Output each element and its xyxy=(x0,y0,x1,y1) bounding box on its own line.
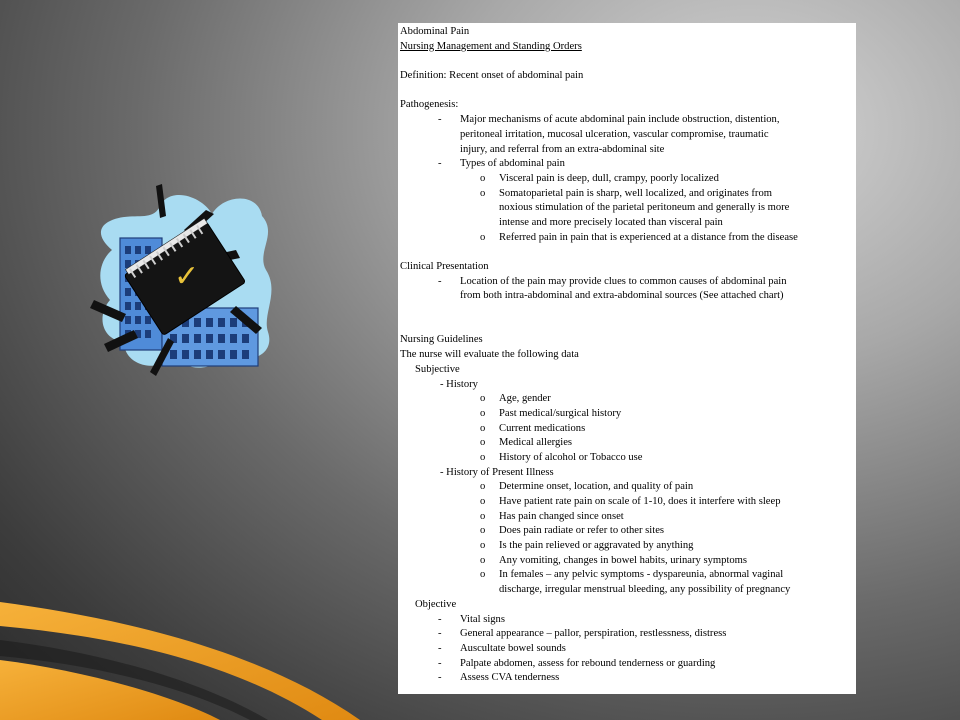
bullet-o: o xyxy=(480,407,486,419)
history-item: Age, gender xyxy=(499,393,551,405)
objective-item: Vital signs xyxy=(460,613,505,625)
objective-item: Palpate abdomen, assess for rebound tenderness or guarding xyxy=(460,657,716,669)
referred-pain-text: Referred pain in pain that is experienced at a distance from the disease xyxy=(499,231,798,243)
somatoparietal-line: intense and more precisely located than visceral pain xyxy=(499,216,723,228)
objective-item: Assess CVA tenderness xyxy=(460,672,560,684)
hpi-females-line: discharge, irregular menstrual bleeding, any possibility of pregnancy xyxy=(499,584,791,596)
hpi-item: Any vomiting, changes in bowel habits, urinary symptoms xyxy=(499,554,748,566)
objective-item: Auscultate bowel sounds xyxy=(460,642,566,654)
somatoparietal-line: noxious stimulation of the parietal peritoneum and generally is more xyxy=(499,202,790,214)
checkmark-icon: ✓ xyxy=(174,259,200,294)
hpi-item: Have patient rate pain on scale of 1-10, does it interfere with sleep xyxy=(499,496,781,508)
subjective-heading: Subjective xyxy=(415,363,460,375)
bullet-dash: - xyxy=(438,657,442,669)
bullet-o: o xyxy=(480,554,486,566)
definition-text: Definition: Recent onset of abdominal pain xyxy=(400,70,584,82)
objective-item: General appearance – pallor, perspiration, restlessness, distress xyxy=(460,628,727,640)
bullet-dash: - xyxy=(438,275,442,287)
bullet-dash: - xyxy=(438,628,442,640)
objective-heading: Objective xyxy=(415,598,457,610)
history-heading: - History xyxy=(440,378,478,390)
bullet-o: o xyxy=(480,525,486,537)
doc-title: Abdominal Pain xyxy=(400,26,470,37)
nursing-document xyxy=(398,23,856,694)
bullet-o: o xyxy=(480,510,486,522)
bullet-o: o xyxy=(480,496,486,508)
mechanisms-line: peritoneal irritation, mucosal ulceration, vascular compromise, traumatic xyxy=(460,128,769,140)
types-heading: Types of abdominal pain xyxy=(460,158,565,170)
bullet-dash: - xyxy=(438,158,442,170)
hpi-females-line: In females – any pelvic symptoms - dyspareunia, abnormal vaginal xyxy=(499,569,784,581)
bullet-o: o xyxy=(480,231,486,243)
somatoparietal-line: Somatoparietal pain is sharp, well localized, and originates from xyxy=(499,187,773,199)
notebook-building-clipart xyxy=(90,180,280,380)
history-item: Current medications xyxy=(499,422,586,434)
bullet-o: o xyxy=(480,451,486,463)
guidelines-intro: The nurse will evaluate the following data xyxy=(400,349,579,361)
pathogenesis-heading: Pathogenesis: xyxy=(400,99,459,111)
bullet-dash: - xyxy=(438,114,442,126)
bullet-o: o xyxy=(480,481,486,493)
clinical-line: from both intra-abdominal and extra-abdominal sources (See attached chart) xyxy=(460,290,784,302)
doc-subtitle: Nursing Management and Standing Orders xyxy=(400,40,582,52)
bullet-o: o xyxy=(480,187,486,199)
bullet-dash: - xyxy=(438,672,442,684)
guidelines-heading: Nursing Guidelines xyxy=(400,334,483,346)
hpi-heading: - History of Present Illness xyxy=(440,466,554,478)
hpi-item: Has pain changed since onset xyxy=(499,510,624,522)
bullet-o: o xyxy=(480,172,486,184)
bullet-o: o xyxy=(480,437,486,449)
bullet-o: o xyxy=(480,540,486,552)
visceral-pain-text: Visceral pain is deep, dull, crampy, poorly localized xyxy=(499,172,719,184)
history-item: History of alcohol or Tobacco use xyxy=(499,451,643,463)
clinical-heading: Clinical Presentation xyxy=(400,261,489,272)
bullet-o: o xyxy=(480,422,486,434)
mechanisms-line: injury, and referral from an extra-abdominal site xyxy=(460,143,665,155)
bullet-o: o xyxy=(480,393,486,405)
bullet-dash: - xyxy=(438,613,442,625)
mechanisms-line: Major mechanisms of acute abdominal pain include obstruction, distention, xyxy=(460,114,780,126)
hpi-item: Determine onset, location, and quality of pain xyxy=(499,481,694,493)
hpi-item: Is the pain relieved or aggravated by anything xyxy=(499,540,694,552)
bullet-o: o xyxy=(480,569,486,581)
hpi-item: Does pain radiate or refer to other sites xyxy=(499,525,665,537)
clinical-line: Location of the pain may provide clues to common causes of abdominal pain xyxy=(460,275,787,287)
history-item: Past medical/surgical history xyxy=(499,407,622,419)
history-item: Medical allergies xyxy=(499,437,573,449)
bullet-dash: - xyxy=(438,642,442,654)
